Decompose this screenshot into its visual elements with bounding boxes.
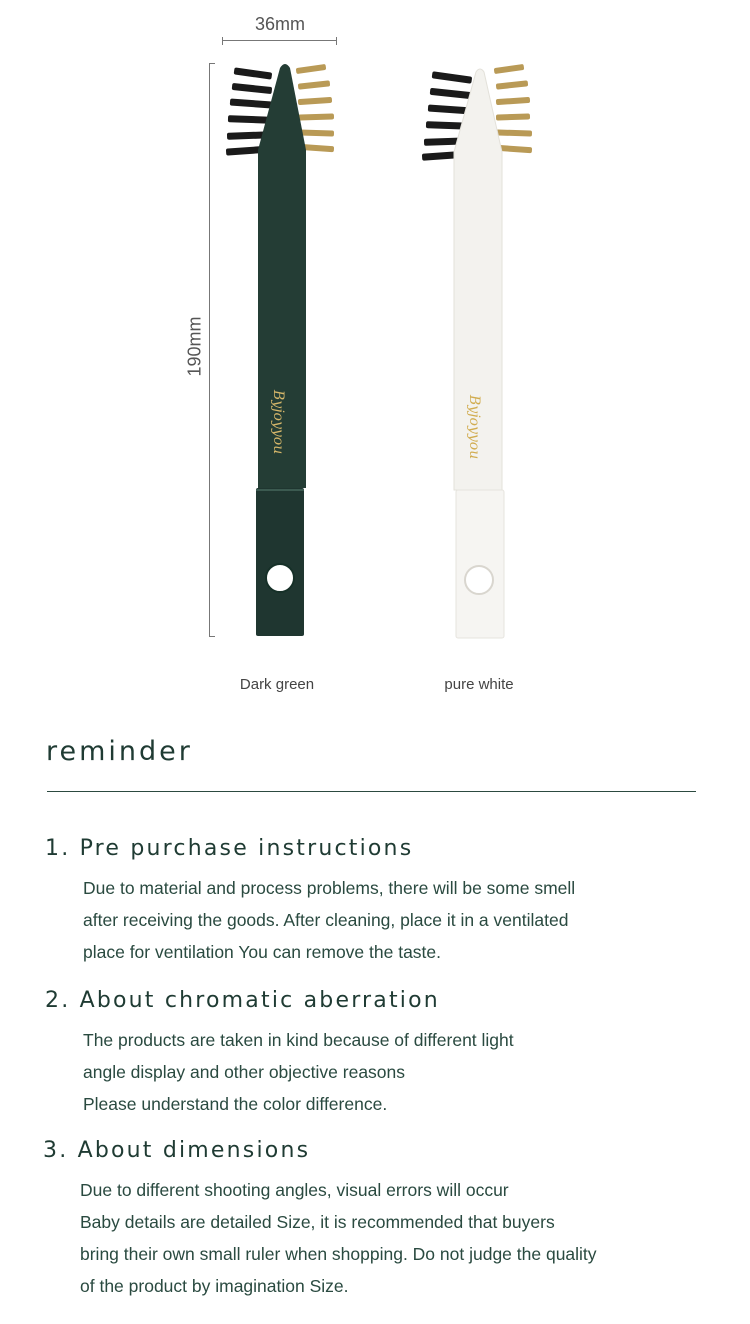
width-dimension-tick-right [336,37,337,45]
height-dimension-tick-bottom [209,636,215,637]
dark-green-brush-image [222,60,352,640]
pure-white-brush-image [418,60,548,640]
section-body-chromatic-aberration [83,1024,514,1120]
dark-green-label: Dark green [239,676,315,693]
section-line: bring their own small ruler when shopping. Do not judge the quality [80,1244,597,1264]
height-dimension-label: 190mm [184,316,205,377]
section-line: of the product by imagination Size. [80,1276,349,1296]
section-line: after receiving the goods. After cleaning, place it in a ventilated [83,910,569,930]
section-line: The products are taken in kind because of different light [83,1030,514,1050]
pure-white-label: pure white [444,676,514,693]
width-dimension-tick-left [222,37,223,45]
section-heading-dimensions: 3. About dimensions [43,1138,311,1163]
section-line: Please understand the color difference. [83,1094,388,1114]
reminder-divider [47,791,696,792]
section-heading-chromatic-aberration: 2. About chromatic aberration [45,988,440,1013]
height-dimension-tick-top [209,63,215,64]
reminder-title: reminder [46,736,193,767]
section-line: Due to material and process problems, there will be some smell [83,878,576,898]
pure-white-brand-mark: Byjoyyou [466,395,482,460]
section-line: angle display and other objective reasons [83,1062,406,1082]
section-body-dimensions [80,1174,597,1302]
section-line: Due to different shooting angles, visual errors will occur [80,1180,509,1200]
section-line: Baby details are detailed Size, it is recommended that buyers [80,1212,555,1232]
width-dimension-line [222,40,336,41]
dark-green-brand-mark: Byjoyyou [270,390,286,455]
section-line: place for ventilation You can remove the taste. [83,942,442,962]
section-body-pre-purchase [83,872,575,968]
section-heading-pre-purchase: 1. Pre purchase instructions [45,836,414,861]
height-dimension-line [209,63,210,636]
width-dimension-label: 36mm [254,14,305,34]
